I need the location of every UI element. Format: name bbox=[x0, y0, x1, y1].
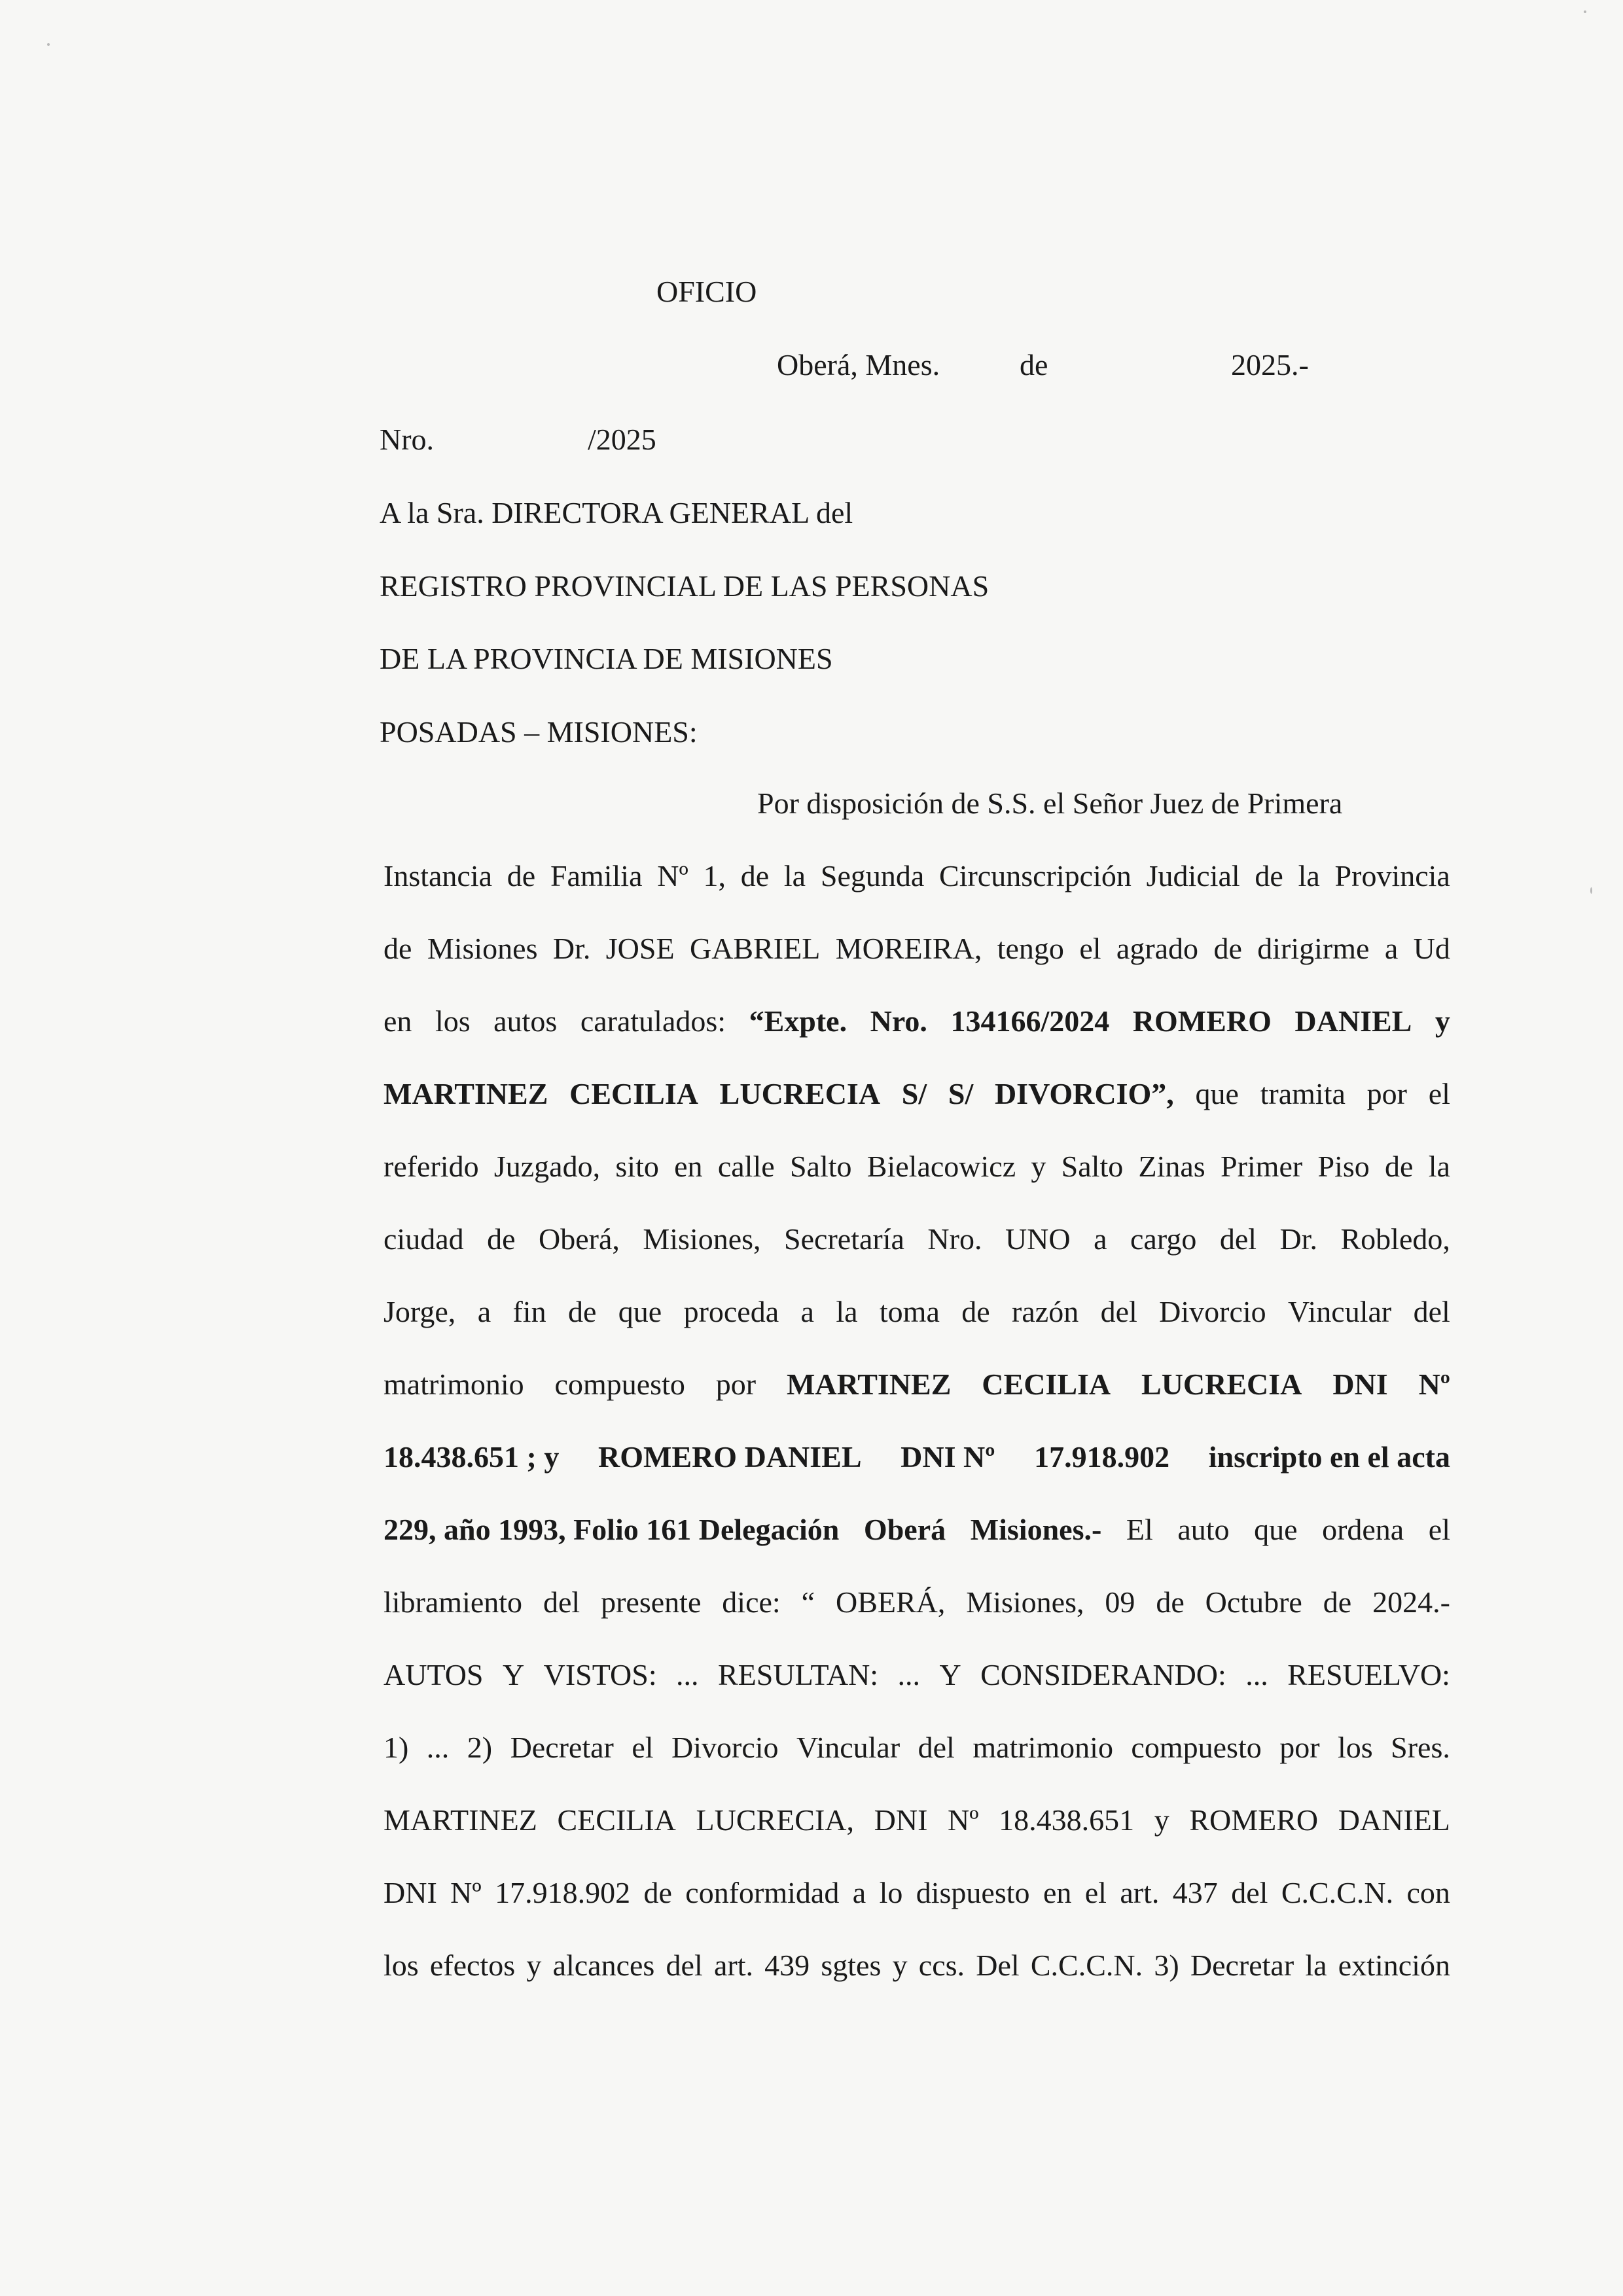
word: ciudad bbox=[383, 1222, 464, 1256]
word: 17.918.902 bbox=[495, 1876, 631, 1909]
word: calle bbox=[717, 1150, 775, 1183]
word: 2024.- bbox=[1372, 1585, 1450, 1619]
word: del bbox=[1413, 1295, 1450, 1328]
word: a bbox=[477, 1295, 491, 1328]
body-line bbox=[383, 1439, 1450, 1475]
word: dispuesto bbox=[916, 1876, 1030, 1909]
word: MARTINEZ bbox=[383, 1803, 537, 1837]
word: Sres. bbox=[1391, 1731, 1450, 1764]
word: Familia bbox=[550, 859, 643, 892]
word: Divorcio bbox=[1159, 1295, 1266, 1328]
word: Dr. bbox=[552, 932, 591, 965]
word: toma bbox=[879, 1295, 940, 1328]
word: que bbox=[1195, 1077, 1239, 1110]
word: alcances bbox=[552, 1949, 655, 1982]
word: Y bbox=[502, 1658, 525, 1691]
case-title: S/ bbox=[901, 1077, 927, 1110]
party-name: MARTINEZ bbox=[786, 1368, 952, 1401]
registration-text: Oberá bbox=[863, 1513, 946, 1546]
word: a bbox=[800, 1295, 814, 1328]
word: Ud bbox=[1413, 932, 1450, 965]
party-name: LUCRECIA bbox=[1141, 1368, 1302, 1401]
word: Octubre bbox=[1205, 1585, 1302, 1619]
word: Salto bbox=[789, 1150, 852, 1183]
word: Instancia bbox=[383, 859, 493, 892]
word: el bbox=[1084, 1876, 1107, 1909]
body-line bbox=[383, 1221, 1450, 1258]
word: agrado bbox=[1116, 932, 1199, 965]
word: que bbox=[1254, 1513, 1298, 1546]
body-line bbox=[383, 1003, 1450, 1040]
word: el bbox=[1428, 1077, 1450, 1110]
word: de bbox=[567, 1295, 597, 1328]
word: Judicial bbox=[1146, 859, 1240, 892]
judge-name: GABRIEL bbox=[689, 932, 821, 965]
word: CECILIA bbox=[557, 1803, 676, 1837]
word: con bbox=[1406, 1876, 1450, 1909]
word: y bbox=[1154, 1803, 1169, 1837]
word: Circunscripción bbox=[939, 859, 1132, 892]
word: lo bbox=[879, 1876, 903, 1909]
scan-speck bbox=[1584, 10, 1586, 13]
word: Decretar bbox=[1190, 1949, 1294, 1982]
word: a bbox=[1384, 932, 1399, 965]
body-line bbox=[383, 1076, 1450, 1112]
word: la bbox=[1298, 859, 1320, 892]
word: 09 bbox=[1105, 1585, 1135, 1619]
word: Juzgado, bbox=[493, 1150, 601, 1183]
case-title: y bbox=[1435, 1004, 1450, 1038]
word: y bbox=[892, 1949, 908, 1982]
word: de bbox=[1255, 859, 1283, 892]
word: y bbox=[526, 1949, 542, 1982]
word: el bbox=[632, 1731, 654, 1764]
word: Divorcio bbox=[671, 1731, 779, 1764]
word: C.C.C.N. bbox=[1030, 1949, 1143, 1982]
party-name: CECILIA bbox=[982, 1368, 1111, 1401]
date-de-label: de bbox=[1020, 348, 1048, 381]
word: efectos bbox=[429, 1949, 516, 1982]
body-line bbox=[383, 1947, 1450, 1984]
case-title: DIVORCIO”, bbox=[994, 1077, 1174, 1110]
word: matrimonio bbox=[383, 1368, 524, 1401]
addressee-line: DE LA PROVINCIA DE MISIONES bbox=[380, 642, 833, 675]
word: compuesto bbox=[1131, 1731, 1262, 1764]
word: el bbox=[1428, 1513, 1450, 1546]
word: 1) bbox=[383, 1731, 409, 1764]
addressee-line: REGISTRO PROVINCIAL DE LAS PERSONAS bbox=[380, 569, 990, 603]
word: razón bbox=[1012, 1295, 1079, 1328]
word: el bbox=[1079, 932, 1101, 965]
word: VISTOS: bbox=[543, 1658, 657, 1691]
word: del bbox=[543, 1585, 580, 1619]
date-year: 2025.- bbox=[1231, 348, 1309, 381]
word: del bbox=[1219, 1222, 1257, 1256]
word: en bbox=[674, 1150, 703, 1183]
word: dice: bbox=[722, 1585, 781, 1619]
case-title: LUCRECIA bbox=[719, 1077, 881, 1110]
word: Jorge, bbox=[383, 1295, 456, 1328]
word: El bbox=[1126, 1513, 1153, 1546]
word: libramiento bbox=[383, 1585, 523, 1619]
word: art. bbox=[1120, 1876, 1160, 1909]
word: DANIEL bbox=[1338, 1803, 1450, 1837]
word: ... bbox=[897, 1658, 921, 1691]
word: extinción bbox=[1338, 1949, 1450, 1982]
word: 18.438.651 bbox=[999, 1803, 1135, 1837]
word: la bbox=[836, 1295, 858, 1328]
word: de bbox=[961, 1295, 990, 1328]
word: del bbox=[1231, 1876, 1268, 1909]
word: del bbox=[918, 1731, 955, 1764]
word: de bbox=[1323, 1585, 1352, 1619]
word: Primer bbox=[1221, 1150, 1303, 1183]
word: RESULTAN: bbox=[717, 1658, 879, 1691]
word: de bbox=[507, 859, 536, 892]
word: Dr. bbox=[1279, 1222, 1317, 1256]
body-line: Por disposición de S.S. el Señor Juez de Primera bbox=[757, 786, 1343, 820]
place-label: Oberá, Mnes. bbox=[777, 348, 940, 381]
dni-number: 18.438.651 ; y bbox=[383, 1440, 560, 1474]
word: en bbox=[1043, 1876, 1072, 1909]
word: Misiones, bbox=[966, 1585, 1084, 1619]
word: de bbox=[1156, 1585, 1185, 1619]
word: 1, bbox=[703, 859, 726, 892]
word: art. bbox=[713, 1949, 753, 1982]
word: proceda bbox=[683, 1295, 779, 1328]
scan-speck bbox=[47, 43, 50, 46]
case-title: S/ bbox=[948, 1077, 974, 1110]
word: la bbox=[1428, 1150, 1450, 1183]
word: tramita bbox=[1260, 1077, 1346, 1110]
word: Piso bbox=[1317, 1150, 1370, 1183]
registration-text: 229, año 1993, Folio 161 Delegación bbox=[383, 1513, 840, 1546]
word: por bbox=[715, 1368, 757, 1401]
word: compuesto bbox=[554, 1368, 685, 1401]
scan-speck bbox=[1590, 887, 1592, 894]
registration-text: inscripto en el acta bbox=[1208, 1440, 1450, 1474]
case-title: CECILIA bbox=[569, 1077, 698, 1110]
body-line bbox=[383, 1584, 1450, 1621]
word: ordena bbox=[1322, 1513, 1404, 1546]
case-title: “Expte. bbox=[749, 1004, 847, 1038]
word: RESUELVO: bbox=[1287, 1658, 1450, 1691]
word: por bbox=[1366, 1077, 1407, 1110]
word: ... bbox=[426, 1731, 450, 1764]
dni-label: DNI bbox=[1332, 1368, 1388, 1401]
addressee-line: A la Sra. DIRECTORA GENERAL del bbox=[380, 496, 853, 529]
case-title: ROMERO bbox=[1132, 1004, 1272, 1038]
body-line bbox=[383, 1802, 1450, 1839]
body-line bbox=[383, 1657, 1450, 1693]
word: a bbox=[852, 1876, 866, 1909]
word: la bbox=[783, 859, 806, 892]
case-number: 134166/2024 bbox=[950, 1004, 1110, 1038]
party-name: ROMERO DANIEL bbox=[597, 1440, 862, 1474]
word: que bbox=[618, 1295, 662, 1328]
word: Oberá, bbox=[539, 1222, 620, 1256]
word: OBERÁ, bbox=[835, 1585, 946, 1619]
body-line bbox=[383, 1366, 1450, 1403]
word: Zinas bbox=[1138, 1150, 1205, 1183]
word: Nº bbox=[657, 859, 688, 892]
addressee-line: POSADAS – MISIONES: bbox=[380, 715, 698, 749]
word: Nro. bbox=[927, 1222, 982, 1256]
word: Robledo, bbox=[1340, 1222, 1450, 1256]
word: en bbox=[383, 1004, 412, 1038]
word: 439 bbox=[764, 1949, 810, 1982]
word: por bbox=[1279, 1731, 1320, 1764]
nro-value: /2025 bbox=[588, 423, 656, 456]
body-line bbox=[383, 1875, 1450, 1911]
word: AUTOS bbox=[383, 1658, 484, 1691]
word: los bbox=[435, 1004, 471, 1038]
dni-label: DNI Nº bbox=[901, 1440, 995, 1474]
word: Vincular bbox=[796, 1731, 901, 1764]
word: de bbox=[383, 932, 412, 965]
word: de bbox=[1385, 1150, 1414, 1183]
word: los bbox=[383, 1949, 419, 1982]
word: Nº bbox=[450, 1876, 482, 1909]
word: a bbox=[1094, 1222, 1107, 1256]
document-title: OFICIO bbox=[656, 275, 757, 308]
word: ... bbox=[676, 1658, 699, 1691]
dni-number: 17.918.902 bbox=[1034, 1440, 1170, 1474]
word: Secretaría bbox=[784, 1222, 904, 1256]
word: 2) bbox=[467, 1731, 493, 1764]
word: los bbox=[1337, 1731, 1373, 1764]
word: UNO bbox=[1005, 1222, 1071, 1256]
word: 3) bbox=[1154, 1949, 1179, 1982]
word: Salto bbox=[1061, 1150, 1124, 1183]
word: presente bbox=[601, 1585, 702, 1619]
word: Nº bbox=[948, 1803, 979, 1837]
word: conformidad bbox=[685, 1876, 840, 1909]
judge-name: JOSE bbox=[605, 932, 675, 965]
word: la bbox=[1305, 1949, 1327, 1982]
body-line bbox=[383, 858, 1450, 894]
word: dirigirme bbox=[1257, 932, 1370, 965]
word: Misiones, bbox=[643, 1222, 761, 1256]
word: “ bbox=[801, 1585, 815, 1619]
word: Bielacowicz bbox=[866, 1150, 1016, 1183]
body-line bbox=[383, 1148, 1450, 1185]
word: auto bbox=[1177, 1513, 1230, 1546]
word: fin bbox=[512, 1295, 546, 1328]
word: sgtes bbox=[821, 1949, 882, 1982]
registration-text: Misiones.- bbox=[970, 1513, 1102, 1546]
word: sito bbox=[615, 1150, 659, 1183]
word: y bbox=[1031, 1150, 1046, 1183]
word: C.C.C.N. bbox=[1281, 1876, 1394, 1909]
word: CONSIDERANDO: bbox=[980, 1658, 1226, 1691]
word: Y bbox=[939, 1658, 961, 1691]
word: cargo bbox=[1130, 1222, 1197, 1256]
word: de bbox=[487, 1222, 516, 1256]
judge-name: MOREIRA, bbox=[835, 932, 982, 965]
word: Vincular bbox=[1288, 1295, 1392, 1328]
word: del bbox=[1100, 1295, 1137, 1328]
word: ccs. bbox=[918, 1949, 965, 1982]
dni-label: Nº bbox=[1418, 1368, 1450, 1401]
body-line bbox=[383, 1511, 1450, 1548]
word: referido bbox=[383, 1150, 479, 1183]
word: 437 bbox=[1172, 1876, 1218, 1909]
word: DNI bbox=[383, 1876, 437, 1909]
word: DNI bbox=[874, 1803, 928, 1837]
body-line bbox=[383, 1294, 1450, 1330]
case-title: DANIEL bbox=[1294, 1004, 1412, 1038]
word: Decretar bbox=[510, 1731, 614, 1764]
nro-label: Nro. bbox=[380, 423, 435, 456]
word: tengo bbox=[997, 932, 1064, 965]
body-line bbox=[383, 930, 1450, 967]
case-title: Nro. bbox=[870, 1004, 927, 1038]
word: de bbox=[740, 859, 770, 892]
word: Segunda bbox=[820, 859, 925, 892]
word: caratulados: bbox=[580, 1004, 726, 1038]
word: ROMERO bbox=[1189, 1803, 1319, 1837]
word: ... bbox=[1245, 1658, 1268, 1691]
word: autos bbox=[493, 1004, 558, 1038]
body-line bbox=[383, 1729, 1450, 1766]
case-title: MARTINEZ bbox=[383, 1077, 548, 1110]
word: de bbox=[1213, 932, 1242, 965]
word: matrimonio bbox=[972, 1731, 1113, 1764]
word: Del bbox=[976, 1949, 1020, 1982]
word: Provincia bbox=[1334, 859, 1450, 892]
word: del bbox=[666, 1949, 703, 1982]
word: LUCRECIA, bbox=[696, 1803, 855, 1837]
word: de bbox=[643, 1876, 672, 1909]
word: Misiones bbox=[427, 932, 538, 965]
